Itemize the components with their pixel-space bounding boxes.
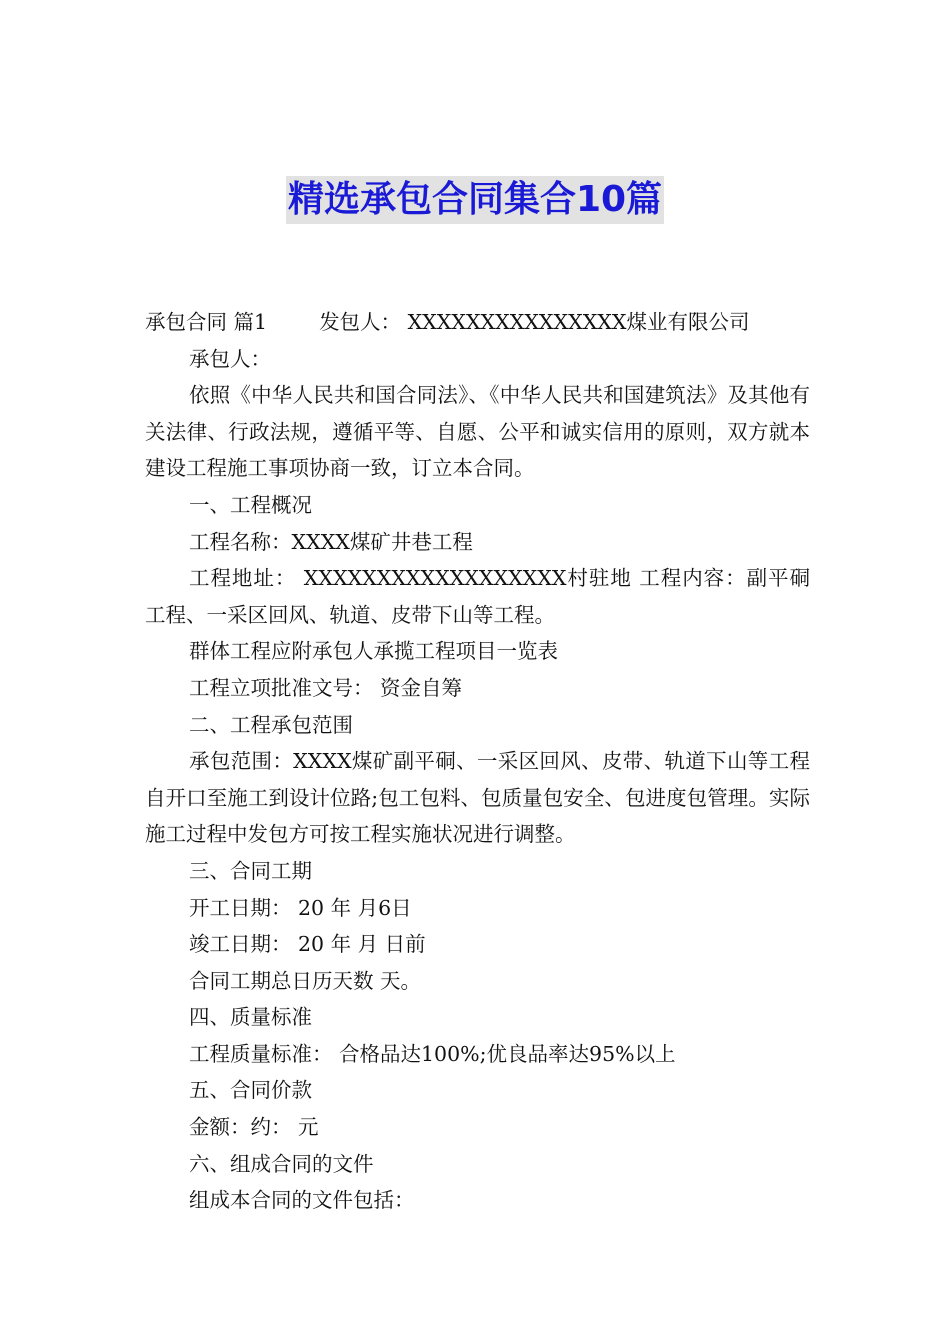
contract-heading-line xyxy=(145,304,810,341)
quality-standard-line: 工程质量标准： 合格品达100%;优良品率达95%以上 xyxy=(189,1041,676,1066)
approval-number-line: 工程立项批准文号： 资金自筹 xyxy=(189,675,463,700)
start-date-line: 开工日期： 20 年 月6日 xyxy=(189,895,412,920)
documents-line: 组成本合同的文件包括： xyxy=(189,1188,415,1213)
contract-section-label: 承包合同 篇1 xyxy=(145,310,268,334)
document-title: 精选承包合同集合10篇 xyxy=(286,176,664,224)
intro-paragraph: 依照《中华人民共和国合同法》、《中华人民共和国建筑法》及其他有关法律、行政法规，遵循平等、自愿、公平和诚实信用的原则，双方就本建设工程施工事项协商一致，订立本合同。 xyxy=(145,383,810,481)
completion-date-line: 竣工日期： 20 年 月 日前 xyxy=(189,932,426,957)
title-container xyxy=(0,176,950,224)
scope-paragraph: 承包范围：XXXX煤矿副平硐、一采区回风、皮带、轨道下山等工程自开口至施工到设计位路;包工包料、包质量包安全、包进度包管理。实际施工过程中发包方可按工程实施状况进行调整。 xyxy=(145,749,810,847)
section-heading-1: 一、工程概况 xyxy=(189,492,312,517)
total-days-line: 合同工期总日历天数 天。 xyxy=(189,968,422,993)
section-heading-5: 五、合同价款 xyxy=(189,1078,312,1103)
group-project-line: 群体工程应附承包人承揽工程项目一览表 xyxy=(189,639,558,664)
project-address-paragraph: 工程地址： XXXXXXXXXXXXXXXXXX村驻地 工程内容：副平硐工程、一采区回风、轨道、皮带下山等工程。 xyxy=(145,566,810,627)
document-body xyxy=(145,304,810,1219)
contractor-line: 承包人： xyxy=(189,346,271,371)
section-heading-3: 三、合同工期 xyxy=(189,858,312,883)
amount-line: 金额：约： 元 xyxy=(189,1115,319,1140)
section-heading-2: 二、工程承包范围 xyxy=(189,712,353,737)
section-heading-4: 四、质量标准 xyxy=(189,1005,312,1030)
employer-line: 发包人： XXXXXXXXXXXXXXX煤业有限公司 xyxy=(319,310,750,334)
section-heading-6: 六、组成合同的文件 xyxy=(189,1151,374,1176)
project-name-line: 工程名称：XXXX煤矿井巷工程 xyxy=(189,529,473,554)
